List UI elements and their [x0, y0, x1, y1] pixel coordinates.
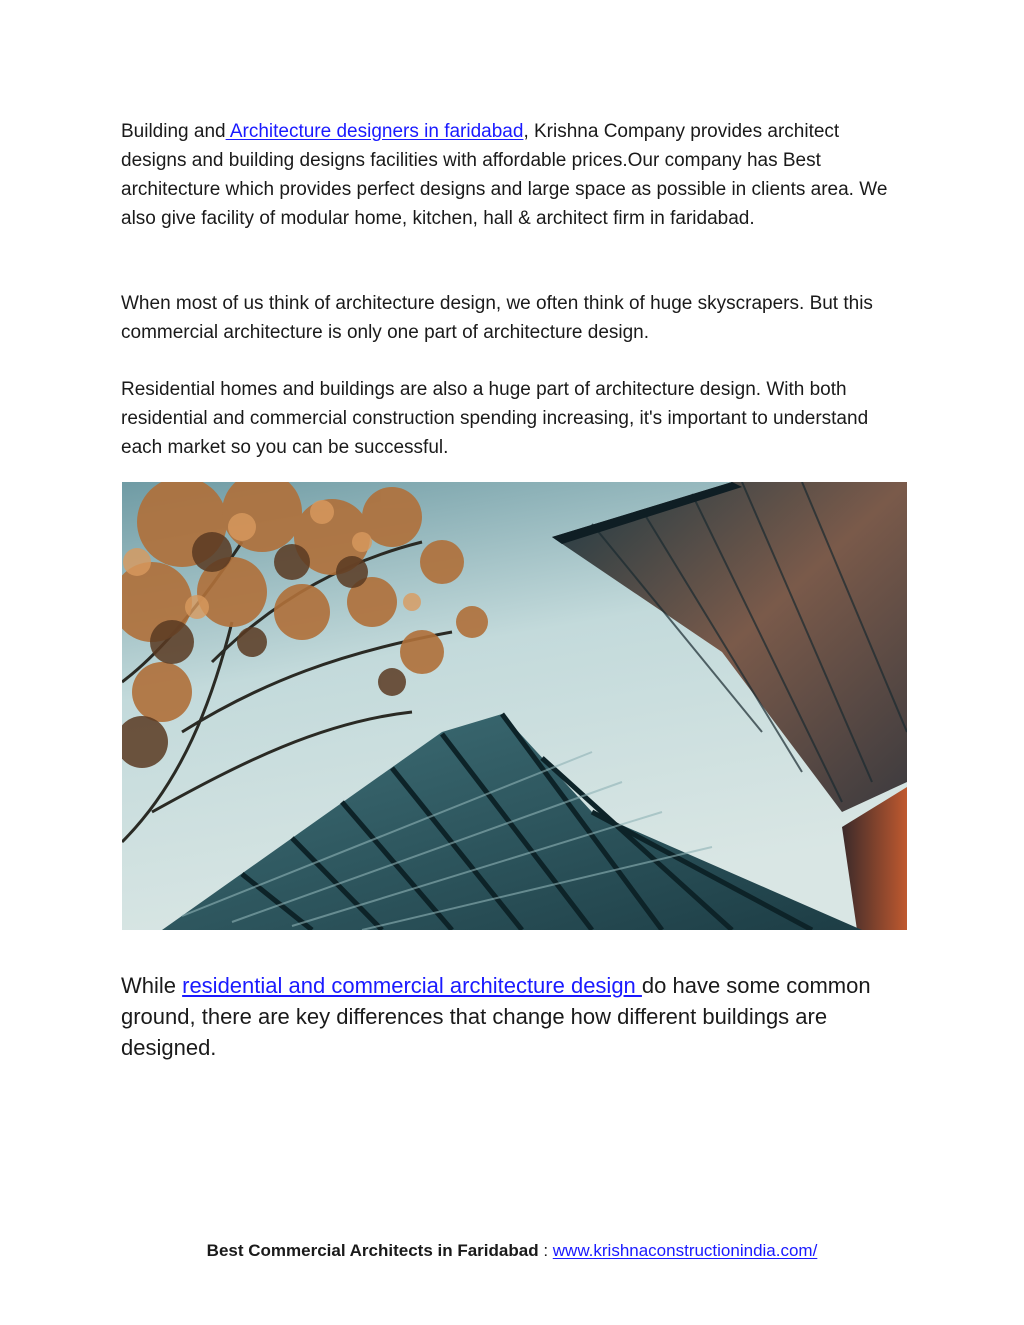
footer-separator: : [538, 1241, 553, 1260]
residential-paragraph: Residential homes and buildings are also a huge part of architecture design. With both residential and commercial construction spending increasing, it's important to understand each market so you can be successful. [121, 379, 869, 458]
residential-commercial-design-link[interactable]: residential and commercial architecture design [182, 973, 642, 998]
skyscrapers-paragraph: When most of us think of architecture design, we often think of huge skyscrapers. But this commercial architecture is only one part of architecture design. [121, 293, 873, 343]
building-photo [122, 482, 907, 930]
intro-text-start: Building and [121, 121, 226, 142]
intro-text-rest: , Krishna Company provides architect designs and building designs facilities with affordable prices.Our company has Best architecture which provides perfect designs and large space as possible in clients area. We also give facility of modular home, kitchen, hall & architect firm in faridabad. [121, 121, 888, 229]
website-link[interactable]: www.krishnaconstructionindia.com/ [552, 1241, 818, 1260]
page-footer [0, 1240, 1024, 1262]
buildings-and-tree-image [122, 482, 907, 930]
differences-text-start: While [121, 973, 183, 998]
architecture-designers-link[interactable]: Architecture designers in faridabad [225, 121, 524, 142]
footer-label: Best Commercial Architects in Faridabad [206, 1241, 539, 1260]
differences-paragraph [121, 970, 911, 1063]
differences-text-rest: do have some common ground, there are key differences that change how different buildings are designed. [121, 973, 871, 1060]
intro-paragraph [121, 117, 901, 233]
